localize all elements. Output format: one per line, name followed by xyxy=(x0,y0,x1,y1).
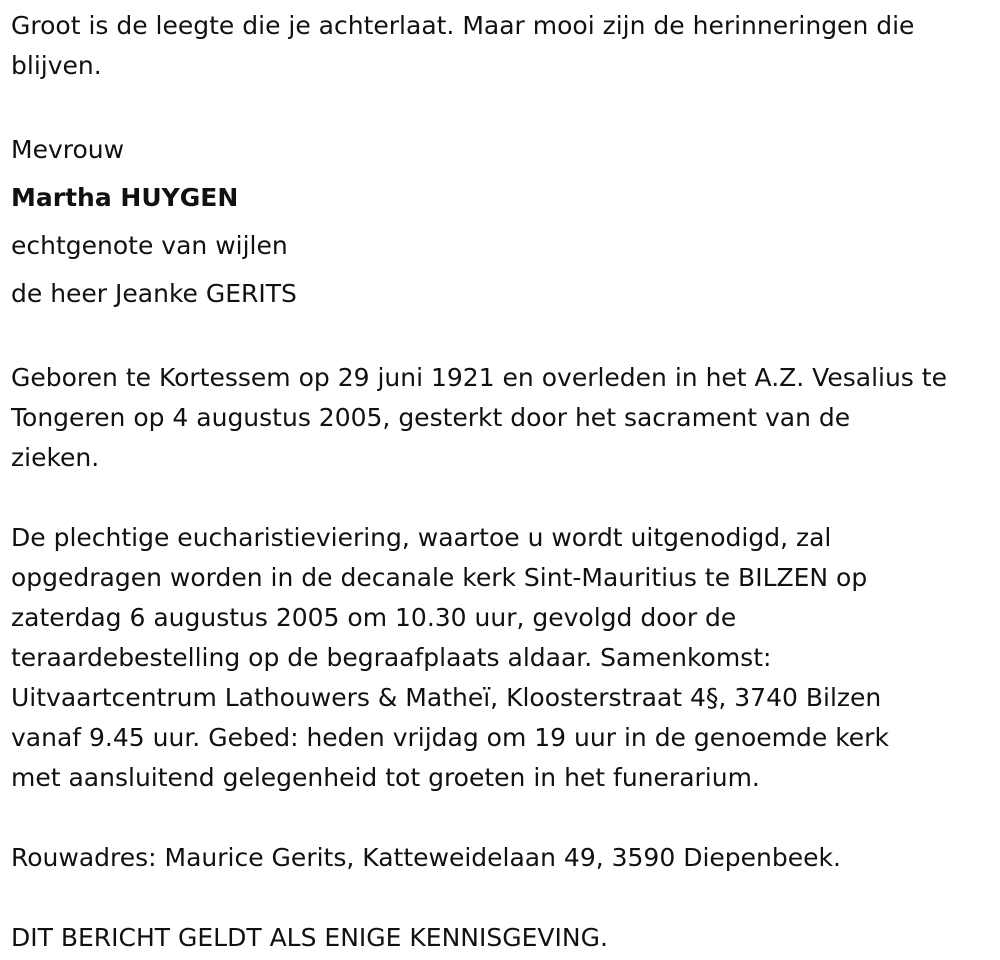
birth-death-paragraph xyxy=(11,358,996,478)
intro-line: Groot is de leegte die je achterlaat. Maar mooi zijn de herinneringen die xyxy=(11,11,915,40)
paragraph-line: zieken. xyxy=(11,443,100,472)
paragraph-line: Tongeren op 4 augustus 2005, gesterkt door het sacrament van de xyxy=(11,403,851,432)
paragraph-line: met aansluitend gelegenheid tot groeten in het funerarium. xyxy=(11,763,760,792)
obituary-document xyxy=(11,6,996,958)
paragraph-line: opgedragen worden in de decanale kerk Sint-Mauritius te BILZEN op xyxy=(11,563,868,592)
salutation: Mevrouw xyxy=(11,135,125,164)
paragraph-line: zaterdag 6 augustus 2005 om 10.30 uur, gevolgd door de xyxy=(11,603,737,632)
spouse-name: de heer Jeanke GERITS xyxy=(11,279,297,308)
paragraph-line: Geboren te Kortessem op 29 juni 1921 en overleden in het A.Z. Vesalius te xyxy=(11,363,947,392)
mourning-address xyxy=(11,838,996,878)
paragraph-line: De plechtige eucharistieviering, waartoe u wordt uitgenodigd, zal xyxy=(11,523,832,552)
intro-quote xyxy=(11,6,996,86)
deceased-block xyxy=(11,126,996,318)
paragraph-line: teraardebestelling op de begraafplaats aldaar. Samenkomst: xyxy=(11,643,772,672)
ceremony-paragraph xyxy=(11,518,996,798)
notice xyxy=(11,918,996,958)
paragraph-line: vanaf 9.45 uur. Gebed: heden vrijdag om 19 uur in de genoemde kerk xyxy=(11,723,889,752)
intro-line: blijven. xyxy=(11,51,102,80)
deceased-name: Martha HUYGEN xyxy=(11,183,239,212)
notice-line: DIT BERICHT GELDT ALS ENIGE KENNISGEVING. xyxy=(11,923,608,952)
relation-text: echtgenote van wijlen xyxy=(11,231,288,260)
address-line: Rouwadres: Maurice Gerits, Katteweidelaan 49, 3590 Diepenbeek. xyxy=(11,843,841,872)
paragraph-line: Uitvaartcentrum Lathouwers & Matheï, Kloosterstraat 4§, 3740 Bilzen xyxy=(11,683,882,712)
